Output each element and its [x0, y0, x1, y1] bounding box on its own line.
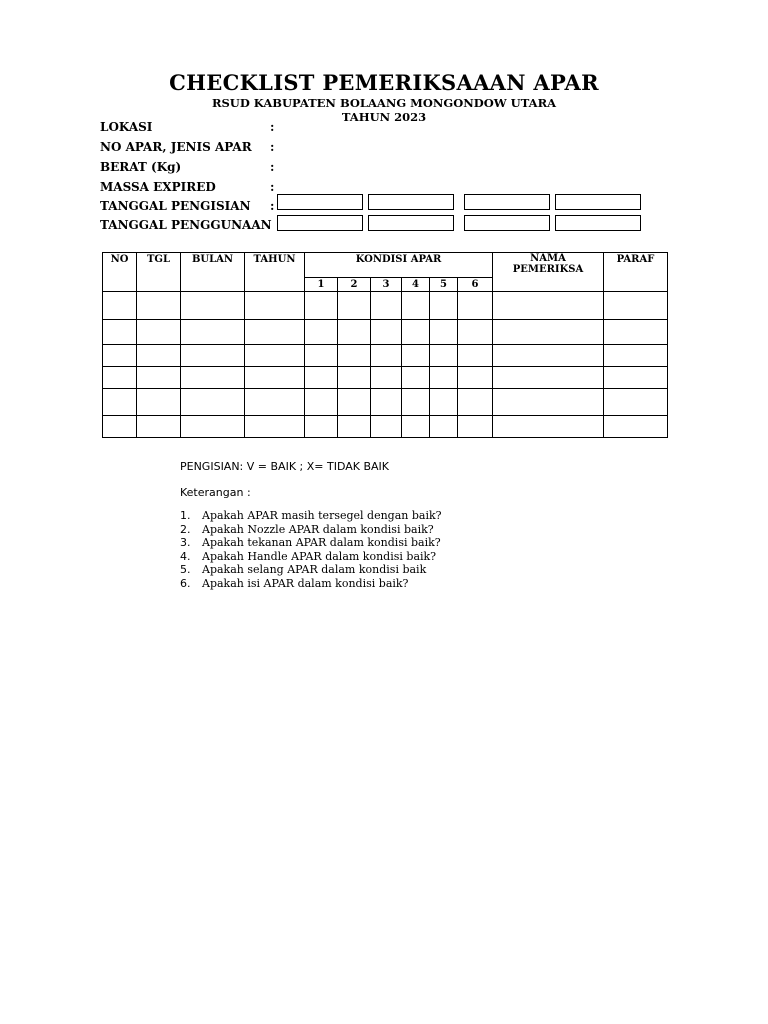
- table-cell[interactable]: [103, 367, 137, 389]
- col-header-kondisi-apar: KONDISI APAR: [305, 253, 493, 278]
- list-number: 4.: [180, 549, 191, 563]
- table-cell[interactable]: [604, 320, 668, 345]
- pengisian-date-box[interactable]: [555, 194, 641, 210]
- table-cell[interactable]: [402, 367, 430, 389]
- table-cell[interactable]: [305, 320, 338, 345]
- table-cell[interactable]: [181, 367, 245, 389]
- table-cell[interactable]: [458, 416, 493, 438]
- field-label-no-apar: NO APAR, JENIS APAR: [100, 140, 252, 154]
- table-cell[interactable]: [245, 292, 305, 320]
- field-colon-tanggal-pengisian: :: [270, 199, 275, 213]
- list-text: Apakah APAR masih tersegel dengan baik?: [202, 509, 442, 522]
- list-item: [180, 577, 442, 591]
- kondisi-number: 3: [371, 278, 402, 292]
- list-number: 2.: [180, 522, 191, 536]
- list-item: [180, 563, 442, 577]
- table-cell[interactable]: [245, 389, 305, 416]
- table-cell[interactable]: [371, 389, 402, 416]
- keterangan-list: [180, 509, 442, 590]
- table-row: [103, 292, 668, 320]
- field-label-berat: BERAT (Kg): [100, 160, 182, 174]
- penggunaan-date-box[interactable]: [277, 215, 363, 231]
- list-text: Apakah tekanan APAR dalam kondisi baik?: [202, 536, 441, 549]
- table-cell[interactable]: [430, 345, 458, 367]
- table-cell[interactable]: [181, 292, 245, 320]
- list-number: 3.: [180, 536, 191, 549]
- table-cell[interactable]: [402, 345, 430, 367]
- kondisi-number: 6: [458, 278, 493, 292]
- table-cell[interactable]: [305, 292, 338, 320]
- table-cell[interactable]: [305, 367, 338, 389]
- inspection-table: [102, 252, 668, 438]
- penggunaan-date-box[interactable]: [555, 215, 641, 231]
- kondisi-number: 4: [402, 278, 430, 292]
- table-cell[interactable]: [458, 389, 493, 416]
- table-row: [103, 320, 668, 345]
- keterangan-heading: Keterangan :: [180, 486, 251, 499]
- table-cell[interactable]: [371, 367, 402, 389]
- institution-name: RSUD KABUPATEN BOLAANG MONGONDOW UTARA: [211, 96, 557, 110]
- table-cell[interactable]: [430, 367, 458, 389]
- table-cell[interactable]: [245, 345, 305, 367]
- table-cell[interactable]: [604, 345, 668, 367]
- table-cell[interactable]: [137, 389, 181, 416]
- list-item: [180, 509, 442, 523]
- field-colon-berat: :: [270, 160, 275, 174]
- table-cell[interactable]: [137, 367, 181, 389]
- list-number: 5.: [180, 563, 191, 576]
- table-cell[interactable]: [103, 389, 137, 416]
- table-cell[interactable]: [181, 320, 245, 345]
- pengisian-legend: PENGISIAN: V = BAIK ; X= TIDAK BAIK: [180, 460, 389, 473]
- field-label-tanggal-pengisian: TANGGAL PENGISIAN: [100, 199, 251, 213]
- col-header-nama-pemeriksa: NAMA PEMERIKSA: [493, 253, 604, 292]
- table-cell[interactable]: [305, 389, 338, 416]
- field-label-tanggal-penggunaan: TANGGAL PENGGUNAAN: [100, 218, 272, 232]
- table-cell[interactable]: [604, 389, 668, 416]
- pengisian-date-box[interactable]: [368, 194, 454, 210]
- table-cell[interactable]: [402, 292, 430, 320]
- list-text: Apakah isi APAR dalam kondisi baik?: [202, 576, 409, 590]
- penggunaan-date-box[interactable]: [464, 215, 550, 231]
- table-cell[interactable]: [338, 416, 371, 438]
- table-cell[interactable]: [245, 320, 305, 345]
- table-cell[interactable]: [430, 320, 458, 345]
- field-label-massa-expired: MASSA EXPIRED: [100, 180, 216, 194]
- list-item: [180, 523, 442, 537]
- table-cell[interactable]: [245, 367, 305, 389]
- pengisian-date-box[interactable]: [464, 194, 550, 210]
- table-cell[interactable]: [430, 389, 458, 416]
- table-cell[interactable]: [493, 320, 604, 345]
- list-number: 6.: [180, 576, 191, 590]
- table-cell[interactable]: [493, 389, 604, 416]
- table-cell[interactable]: [458, 320, 493, 345]
- document-title: CHECKLIST PEMERIKSAAAN APAR: [169, 70, 599, 95]
- table-row: [103, 345, 668, 367]
- list-text: Apakah Handle APAR dalam kondisi baik?: [202, 549, 437, 563]
- list-item: [180, 550, 442, 564]
- table-cell[interactable]: [245, 416, 305, 438]
- penggunaan-date-box[interactable]: [368, 215, 454, 231]
- table-row: [103, 367, 668, 389]
- kondisi-number: 5: [430, 278, 458, 292]
- list-text: Apakah selang APAR dalam kondisi baik: [202, 563, 427, 576]
- table-cell[interactable]: [137, 416, 181, 438]
- table-cell[interactable]: [458, 367, 493, 389]
- table-row: [103, 389, 668, 416]
- kondisi-number: 1: [305, 278, 338, 292]
- col-header-no: NO: [103, 253, 137, 292]
- pengisian-date-box[interactable]: [277, 194, 363, 210]
- table-row: [103, 416, 668, 438]
- list-item: [180, 536, 442, 550]
- table-cell[interactable]: [181, 345, 245, 367]
- table-cell[interactable]: [371, 320, 402, 345]
- table-cell[interactable]: [371, 292, 402, 320]
- field-colon-massa-expired: :: [270, 180, 275, 194]
- table-cell[interactable]: [371, 416, 402, 438]
- table-cell[interactable]: [103, 345, 137, 367]
- table-cell[interactable]: [103, 320, 137, 345]
- list-text: Apakah Nozzle APAR dalam kondisi baik?: [202, 522, 434, 536]
- table-cell[interactable]: [181, 389, 245, 416]
- table-cell[interactable]: [604, 367, 668, 389]
- table-cell[interactable]: [338, 389, 371, 416]
- table-cell[interactable]: [458, 345, 493, 367]
- table-cell[interactable]: [338, 292, 371, 320]
- table-cell[interactable]: [604, 292, 668, 320]
- table-cell[interactable]: [181, 416, 245, 438]
- table-cell[interactable]: [338, 320, 371, 345]
- table-cell[interactable]: [371, 345, 402, 367]
- table-cell[interactable]: [604, 416, 668, 438]
- table-cell[interactable]: [430, 416, 458, 438]
- table-cell[interactable]: [402, 416, 430, 438]
- col-header-paraf: PARAF: [604, 253, 668, 292]
- kondisi-number: 2: [338, 278, 371, 292]
- table-cell[interactable]: [493, 416, 604, 438]
- col-header-tgl: TGL: [137, 253, 181, 292]
- table-cell[interactable]: [305, 416, 338, 438]
- table-cell[interactable]: [137, 292, 181, 320]
- table-cell[interactable]: [103, 416, 137, 438]
- table-cell[interactable]: [305, 345, 338, 367]
- table-cell[interactable]: [402, 320, 430, 345]
- table-cell[interactable]: [137, 345, 181, 367]
- col-header-tahun: TAHUN: [245, 253, 305, 292]
- table-cell[interactable]: [338, 345, 371, 367]
- table-cell[interactable]: [137, 320, 181, 345]
- table-cell[interactable]: [402, 389, 430, 416]
- field-label-lokasi: LOKASI: [100, 120, 153, 134]
- table-cell[interactable]: [493, 345, 604, 367]
- table-cell[interactable]: [103, 292, 137, 320]
- table-cell[interactable]: [458, 292, 493, 320]
- field-colon-lokasi: :: [270, 120, 275, 134]
- table-cell[interactable]: [430, 292, 458, 320]
- col-header-bulan: BULAN: [181, 253, 245, 292]
- document-year: TAHUN 2023: [341, 110, 427, 124]
- table-cell[interactable]: [338, 367, 371, 389]
- field-colon-no-apar: :: [270, 140, 275, 154]
- table-cell[interactable]: [493, 292, 604, 320]
- list-number: 1.: [180, 509, 191, 522]
- table-cell[interactable]: [493, 367, 604, 389]
